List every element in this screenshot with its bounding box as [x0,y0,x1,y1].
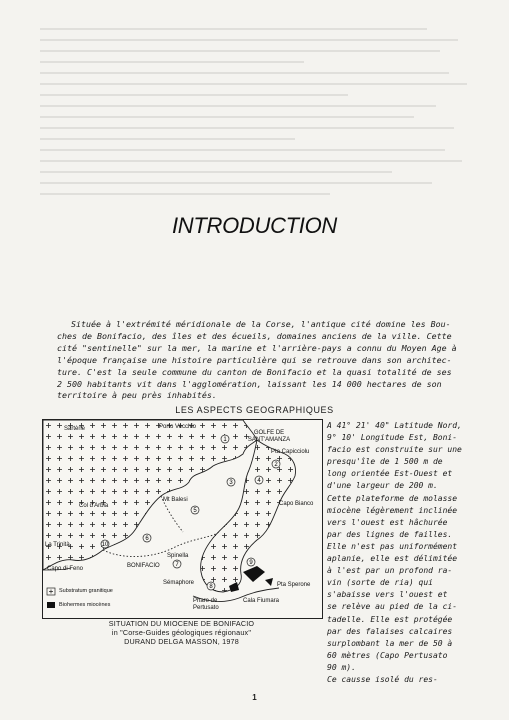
map-number: 3 [229,480,233,486]
map-number: 5 [193,508,197,514]
map-label-la-trinita: La Trinità [45,542,70,548]
map-label-porto-vecchio: Porto Vecchio [159,424,197,430]
intro-line: l'époque française une histoire particulière qui se retrouve dans son architec- [57,354,452,365]
intro-line: Située à l'extrémité méridionale de la Corse, l'antique cité domine les Bou- [71,319,451,329]
legend-label-bioherm: Biohermes miocènes [59,602,111,608]
map-label-semaphore: Sémaphore [163,580,195,586]
bioherm-patch [243,566,265,582]
map-label-bonifacio: BONIFACIO [127,563,160,569]
map-label-capo-bianco: Capo Bianco [279,501,314,507]
side-line: surplombant la mer de 50 à [327,638,453,648]
map-label-phare: Phare de Pertusato [193,598,219,611]
map-caption [42,619,321,647]
section-heading: LES ASPECTS GEOGRAPHIQUES [175,405,334,415]
bioherm-patch [265,578,273,586]
side-line: par des falaises calcaires [327,626,453,636]
side-line: d'une largeur de 200 m. [327,481,438,491]
intro-line: territoire à peu près inhabités. [57,390,217,401]
map-number: 8 [209,584,213,590]
side-line: tadelle. Elle est protégée [327,614,453,624]
bleed-through-text [40,28,480,218]
side-line: 9° 10' Longitude Est, Boni- [327,433,458,443]
side-line: vin (sorte de ria) qui [327,578,433,588]
side-line: 90 m). [327,662,356,672]
side-line: facio est construite sur une [327,445,462,455]
side-paragraph [327,420,477,686]
map-label-golfe: GOLFE DE SANT'AMANZA [247,430,291,443]
side-line: long orientée Est-Ouest et [327,469,453,479]
map-label-col-arbia: Col d'Arbia [79,503,109,509]
map-number: 1 [223,437,227,443]
side-line: se relève au pied de la ci- [327,602,458,612]
map-label-capicciolu: Pta Capicciolu [271,449,310,455]
legend-bioherm-swatch [47,602,55,608]
intro-paragraph [57,319,467,402]
intro-line: ches de Bonifacio, des îles et des écueils, domaines anciens de la ville. Cette [57,330,452,341]
side-line: 60 mètres (Capo Pertusato [327,650,448,660]
side-line: vers l'ouest est hâchurée [327,517,448,527]
caption-line: in "Corse-Guides géologiques régionaux" [111,628,252,638]
map-label-spinella: Spinella [167,553,189,559]
side-line: presqu'île de 1 500 m de [327,457,443,467]
side-line: par des lignes de failles. [327,529,453,539]
side-line: Elle n'est pas uniformément [327,541,458,551]
side-line: s'abaisse vers l'ouest et [327,590,448,600]
map-number: 2 [274,462,278,468]
geological-map [42,419,323,619]
caption-line: DURAND DELGA MASSON, 1978 [124,637,239,647]
side-line: miocène légèrement inclinée [327,505,458,515]
side-line: aplanie, elle est délimitée [327,554,458,564]
map-label-sperone: Pta Sperone [277,582,311,588]
page-title: INTRODUCTION [171,213,338,238]
map-label-cala-fiumara: Cala Fiumara [243,598,280,604]
side-line: Cette plateforme de molasse [327,493,458,503]
map-number: 7 [175,562,179,568]
map-label-sartene: Sartène [64,426,86,432]
map-label-mt-balesi: Mt Balesi [163,497,188,503]
side-line: Ce causse isolé du res- [327,674,438,684]
map-label-capo-feno: Capo di Feno [47,566,84,572]
map-number: 6 [145,536,149,542]
intro-line: ture. C'est la seule commune du canton de Bonifacio et la quasi totalité de ses [57,366,452,377]
map-number: 4 [257,478,261,484]
legend-label-granite: Substratum granitique [59,588,113,594]
map-number: 9 [249,560,253,566]
intro-line: cité "sentinelle" sur la mer, la marine et l'arrière-pays a connu du Moyen Age à [57,342,457,353]
caption-line: SITUATION DU MIOCENE DE BONIFACIO [108,619,255,628]
intro-line: 2 500 habitants vit dans l'agglomération, laissant les 14 000 hectares de son [57,378,442,389]
side-line: à l'est par un profond ra- [327,566,453,576]
page-number: 1 [252,693,257,702]
map-number: 10 [101,542,109,548]
side-line: A 41° 21' 40" Latitude Nord, [327,421,462,430]
